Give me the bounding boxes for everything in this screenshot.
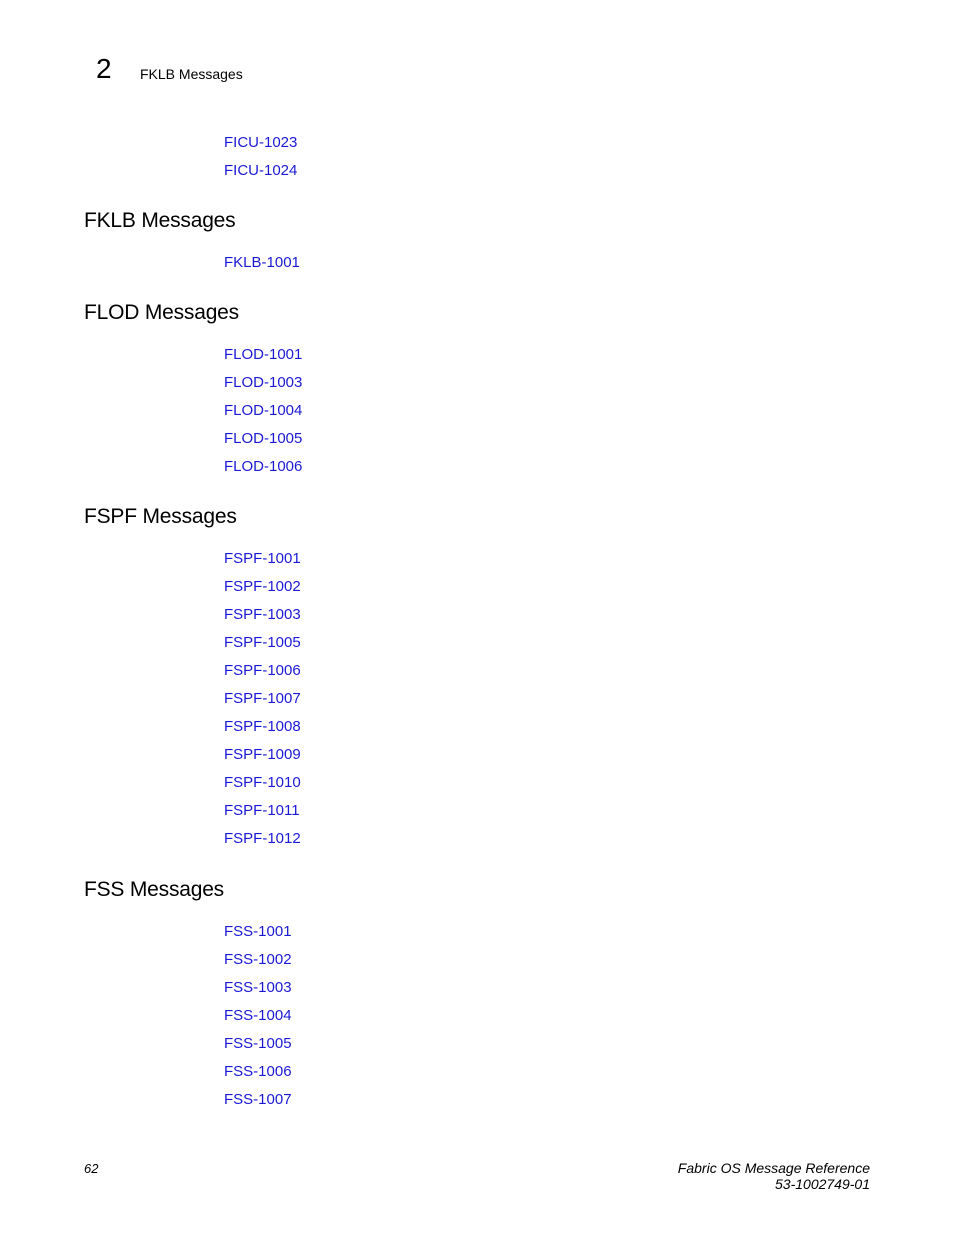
chapter-title: FKLB Messages xyxy=(140,66,243,82)
list-item xyxy=(224,1091,292,1119)
message-link[interactable]: FSS-1007 xyxy=(224,1091,292,1108)
section-heading-fspf: FSPF Messages xyxy=(84,505,237,528)
message-link[interactable]: FSS-1001 xyxy=(224,923,292,940)
message-link[interactable]: FSPF-1008 xyxy=(224,718,301,735)
message-link[interactable]: FSPF-1001 xyxy=(224,550,301,567)
list-item xyxy=(224,458,302,486)
message-link[interactable]: FLOD-1005 xyxy=(224,430,303,447)
section-heading-flod: FLOD Messages xyxy=(84,301,239,324)
message-link[interactable]: FSPF-1006 xyxy=(224,662,301,679)
footer-doc-info xyxy=(678,1160,870,1192)
message-link[interactable]: FICU-1023 xyxy=(224,134,298,151)
message-link[interactable]: FSS-1004 xyxy=(224,1007,292,1024)
fss-link-list xyxy=(224,923,292,1119)
message-link[interactable]: FSPF-1009 xyxy=(224,746,301,763)
list-item xyxy=(224,1035,292,1063)
message-link[interactable]: FLOD-1004 xyxy=(224,402,303,419)
message-link[interactable]: FSPF-1005 xyxy=(224,634,301,651)
message-link[interactable]: FLOD-1001 xyxy=(224,346,303,363)
list-item xyxy=(224,951,292,979)
message-link[interactable]: FLOD-1006 xyxy=(224,458,303,475)
section-heading-fklb: FKLB Messages xyxy=(84,209,236,232)
list-item xyxy=(224,718,301,746)
message-link[interactable]: FSPF-1011 xyxy=(224,802,300,819)
flod-link-list xyxy=(224,346,302,486)
list-item xyxy=(224,1063,292,1091)
message-link[interactable]: FSPF-1010 xyxy=(224,774,301,791)
message-link[interactable]: FSPF-1003 xyxy=(224,606,301,623)
message-link[interactable]: FSS-1006 xyxy=(224,1063,292,1080)
message-link[interactable]: FSPF-1012 xyxy=(224,830,301,847)
message-link[interactable]: FICU-1024 xyxy=(224,162,298,179)
list-item xyxy=(224,402,302,430)
list-item xyxy=(224,162,297,190)
message-link[interactable]: FSPF-1002 xyxy=(224,578,301,595)
message-link[interactable]: FLOD-1003 xyxy=(224,374,303,391)
list-item xyxy=(224,578,301,606)
page-number: 62 xyxy=(84,1161,99,1176)
list-item xyxy=(224,134,297,162)
list-item xyxy=(224,802,301,830)
list-item xyxy=(224,374,302,402)
message-link[interactable]: FSPF-1007 xyxy=(224,690,301,707)
message-link[interactable]: FSS-1005 xyxy=(224,1035,292,1052)
intro-link-list xyxy=(224,134,297,190)
message-link[interactable]: FKLB-1001 xyxy=(224,254,300,271)
list-item xyxy=(224,1007,292,1035)
list-item xyxy=(224,606,301,634)
fspf-link-list xyxy=(224,550,301,858)
list-item xyxy=(224,923,292,951)
list-item xyxy=(224,430,302,458)
list-item xyxy=(224,346,302,374)
list-item xyxy=(224,979,292,1007)
doc-number: 53-1002749-01 xyxy=(775,1176,870,1192)
list-item xyxy=(224,690,301,718)
list-item xyxy=(224,634,301,662)
list-item xyxy=(224,746,301,774)
list-item xyxy=(224,254,300,282)
section-heading-fss: FSS Messages xyxy=(84,878,224,901)
list-item xyxy=(224,830,301,858)
list-item xyxy=(224,550,301,578)
message-link[interactable]: FSS-1003 xyxy=(224,979,292,996)
list-item xyxy=(224,774,301,802)
fklb-link-list xyxy=(224,254,300,282)
chapter-number: 2 xyxy=(96,53,112,84)
doc-title: Fabric OS Message Reference xyxy=(677,1160,870,1176)
list-item xyxy=(224,662,301,690)
message-link[interactable]: FSS-1002 xyxy=(224,951,292,968)
